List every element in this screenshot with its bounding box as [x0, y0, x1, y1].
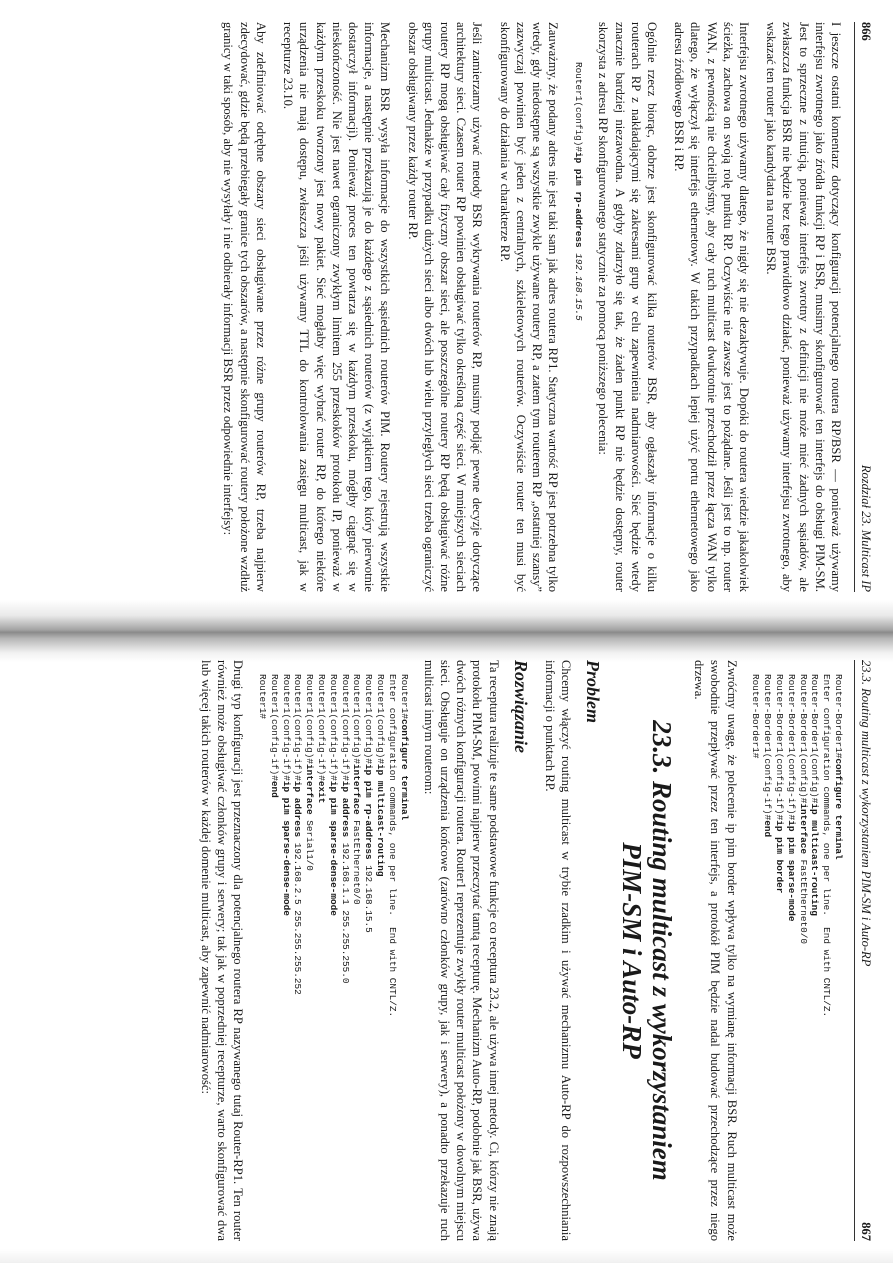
- paragraph: Mechanizm BSR wysyła informacje do wszystkich sąsiednich routerów PIM. Routery rejestrują wszystkie informacje, a następnie przekazują je do każdego z sąsiednich routerów (z wyjątkiem tego, który pierwotnie dostarczył informacji). Ponieważ proces ten powtarza się w każdym przeskoku, mógłby ciągnąć się w nieskończoność. Nie jest nawet ograniczony zwykłym limitem 255 przeskoków protokołu IP, ponieważ w każdym przeskoku tworzony jest nowy pakiet. Sieć mogłaby więc wybrać router RP, do którego niektóre urządzenia nie mają dostępu, zwłaszcza jeśli używamy TTL do kontrolowania zasięgu multicast, jak w recepturze 23.10.: [281, 22, 393, 592]
- code-prompt: Router1#: [398, 674, 410, 720]
- code-prompt: Router-Border1(config-if)#: [785, 674, 797, 821]
- code-prompt: Router1(config-if)#: [339, 674, 351, 781]
- paragraph: Zauważmy, że podany adres nie jest taki sam jak adres routera RP1. Statyczna wartość RP jest potrzebna tylko wtedy, gdy niedostępne są wszystkie zwykle używane routery RP, a zatem tym routerem RP „ostatniej szansy” zazwyczaj powinien być jeden z centralnych, szkieletowych routerów. Oczywiście router ten musi być skonfigurowany do działania w charakterze RP.: [497, 22, 561, 592]
- solution-heading: Rozwiązanie: [510, 660, 531, 754]
- code-prompt: Router-Border1(config-if)#: [774, 674, 786, 821]
- code-line: [268, 674, 280, 1241]
- code-prompt: Router1#: [257, 674, 269, 720]
- code-block-router1: [256, 674, 409, 1241]
- problem-heading: Problem: [583, 660, 604, 723]
- code-line: [374, 674, 386, 1241]
- code-prompt: Router-Border1(config)#: [809, 674, 821, 804]
- code-argument: 192.168.15.5: [573, 247, 585, 321]
- code-prompt: Router-Border1(config)#: [797, 674, 809, 804]
- code-line: [339, 674, 351, 1241]
- code-line: [315, 674, 327, 1241]
- code-line: [280, 674, 292, 1241]
- paragraph: I jeszcze ostatni komentarz dotyczący konfiguracji potencjalnego routera RP/BSR — ponieważ używamy interfejsu zwrotnego jako źródła funkcji RP i BSR, musimy skonfigurować ten interfejs do obsługi PIM-SM. Jest to sprzeczne z intuicją, ponieważ interfejs zwrotny z definicji nie może mieć żadnych sąsiadów, ale zwłaszcza funkcja BSR nie będzie bez tego prawidłowo działać, ponieważ używamy interfejsu zwrotnego, aby wskazać ten router jako kandydata na router BSR.: [764, 22, 843, 592]
- code-argument: Serial1/0: [304, 814, 316, 871]
- code-line: [820, 674, 832, 1241]
- code-prompt: Router1(config)#: [363, 674, 375, 765]
- code-prompt: Router1(config-if)#: [327, 674, 339, 781]
- code-prompt: Router1(config)#: [375, 674, 386, 765]
- left-chapter-title: Rozdział 23. Multicast IP: [859, 464, 873, 592]
- paragraph: Ogólnie rzecz biorąc, dobrze jest skonfigurować kilka routerów BSR, aby ogłaszały informacje o kilku routerach RP z nakładającymi się zakresami grup w celu zapewnienia nadmiarowości. Sieć będzie wtedy znacznie bardziej niezawodna. A gdyby zdarzyło się tak, że żaden punkt RP nie będzie dostępny, router skorzysta z adresu RP skonfigurowanego statycznie za pomocą poniższego polecenia:: [596, 22, 659, 592]
- right-section-title: 23.3. Routing multicast z wykorzystaniem PIM-SM i Auto-RP: [859, 660, 873, 967]
- code-prompt: Router1(config-if)#: [292, 674, 304, 781]
- code-command: ip pim rp-address: [573, 152, 585, 248]
- code-line: [761, 674, 773, 1241]
- code-command: ip pim sparse-dense-mode: [280, 780, 292, 916]
- code-command: exit: [316, 780, 328, 804]
- left-page-number: 866: [859, 22, 873, 41]
- code-line: [256, 674, 268, 1241]
- code-line: [785, 674, 797, 1241]
- code-prompt: Router1(config-if)#: [280, 674, 292, 781]
- code-command: end: [268, 780, 280, 798]
- code-prompt: Router-Border1(config-if)#: [762, 674, 774, 821]
- code-prompt: Enter configuration commands, one per line. End with CNTL/Z.: [386, 674, 398, 1018]
- code-command: ip multicast-routing: [375, 764, 386, 877]
- code-argument: 192.168.1.1 255.255.255.0: [339, 837, 351, 984]
- paragraph: Interfejsu zwrotnego używamy dlatego, że nigdy się nie dezaktywuje. Dopóki do routera wiedzie jakakolwiek ścieżka, zachowa on swoją rolę punktu RP. Oczywiście nie zawsze jest to pożądane. Jeśli jest to np. router WAN, z pewnością nie chcielibyśmy, aby cały ruch multicast dwukrotnie przechodził przez łącza WAN tylko dlatego, że wyłączył się interfejs ethernetowy. W takich przypadkach lepiej użyć portu ethernetowego jako adresu źródłowego BSR i RP.: [672, 22, 751, 592]
- code-prompt: Router-Border1#: [833, 674, 844, 759]
- solution-text: Ta receptura realizuje te same podstawowe funkcje co receptura 23.2, ale używa innej metody. Ci, którzy nie znają protokołu PIM-SM, powinni najpierw przeczytać tamtą recepturę. Mechanizm Auto-RP, podobnie jak BSR, używa dwóch różnych konfiguracji routera. Router1 reprezentuje zwykły router multicast położony w dowolnym miejscu sieci. Obsługuje on urządzenia końcowe (zarówno członków grupy, jak i serwery), a ponadto przekazuje ruch multicast innym routerom:: [421, 660, 501, 1241]
- code-line: [809, 674, 821, 1241]
- code-command: ip pim sparse-dense-mode: [327, 780, 339, 916]
- code-command: ip pim rp-address: [363, 764, 375, 860]
- code-command: configure terminal: [398, 719, 410, 821]
- code-command: ip address: [339, 780, 351, 838]
- code-command: end: [762, 820, 774, 838]
- code-argument: 192.168.15.5: [363, 859, 375, 933]
- code-line: [797, 674, 809, 1241]
- code-prompt: Router1(config)#: [351, 674, 363, 765]
- paragraph: Aby zdefiniować odrębne obszary sieci obsługiwane przez różne grupy routerów RP, trzeba najpierw zdecydować, gdzie będą przebiegały granice tych obszarów, a następnie skonfigurować routery położone wzdłuż granicy w taki sposób, aby nie wysyłały i nie odbierały informacji BSR przez odpowiednie interfejsy:: [221, 22, 268, 592]
- paragraph: Drugi typ konfiguracji jest przeznaczony dla potencjalnego routera RP nazywanego tutaj Router-RP1. Ten router również może obsługiwać członków grupy i serwery; tak jak w poprzedniej recepturze, warto skonfigurować dwa lub więcej takich routerów w każdej domenie multicast, aby zapewnić nadmiarowość:: [198, 660, 246, 1241]
- section-heading: [617, 660, 677, 1241]
- code-line: [573, 62, 584, 592]
- scan-edge-shadow: [0, 1249, 893, 1263]
- problem-text: Chcemy włączyć routing multicast w trybie rzadkim i używać mechanizmu Auto-RP do rozpowszechniania informacji o punktach RP.: [542, 660, 574, 1241]
- code-command: ip pim sparse-mode: [785, 820, 797, 922]
- section-heading-line1: 23.3. Routing multicast z wykorzystaniem: [647, 720, 678, 1181]
- code-line: [773, 674, 785, 1241]
- code-argument: FastEthernet0/0: [351, 814, 363, 905]
- code-prompt: Router-Border1#: [750, 674, 762, 759]
- code-line: [351, 674, 363, 1241]
- code-line: [303, 674, 315, 1241]
- code-line: [362, 674, 374, 1241]
- code-prompt: Router1(config-if)#: [268, 674, 280, 781]
- right-page: [0, 642, 893, 1263]
- left-page: [0, 0, 893, 618]
- code-line: [750, 674, 762, 1241]
- code-prompt: Enter configuration commands, one per line. End with CNTL/Z.: [821, 674, 833, 1018]
- code-line: [832, 674, 844, 1241]
- code-command: configure terminal: [833, 758, 844, 860]
- section-heading-line2: PIM-SM i Auto-RP: [617, 842, 648, 1059]
- code-command: ip address: [292, 780, 304, 838]
- code-argument: FastEthernet0/0: [797, 854, 809, 945]
- code-command: interface: [304, 764, 316, 815]
- code-command: ip pim border: [774, 820, 786, 894]
- paragraph: Zwróćmy uwagę, że polecenie ip pim border wpływa tylko na wymianę informacji BSR. Ruch multicast może swobodnie przepływać przez ten interfejs, a protokół PIM będzie nadal budować przechodzące przez niego drzewa.: [692, 660, 739, 1241]
- code-line: [386, 674, 398, 1241]
- code-line: [327, 674, 339, 1241]
- code-line: [398, 674, 410, 1241]
- code-prompt: Router1(config)#: [304, 674, 316, 765]
- code-line: [292, 674, 304, 1241]
- code-argument: 192.168.2.5 255.255.255.252: [292, 837, 304, 995]
- paragraph: Jeśli zamierzamy używać metody BSR wykrywania routerów RP, musimy podjąć pewne decyzje dotyczące architektury sieci. Czasem router RP powinien obsługiwać tylko określoną część sieci. W mniejszych sieciach routery RP mogą obsługiwać cały fizyczny obszar sieci, ale poszczególne routery RP będą obsługiwać różne grupy multicast. Jednakże w przypadku dużych sieci albo dwóch lub wielu przyległych sieci trzeba ograniczyć obszar obsługiwany przez każdy router RP.: [405, 22, 485, 592]
- left-running-head: [854, 22, 873, 592]
- code-prompt: Router1(config-if)#: [316, 674, 328, 781]
- code-block-border-router: [750, 674, 844, 1241]
- code-command: ip multicast-routing: [809, 803, 821, 916]
- code-command: interface: [797, 803, 809, 855]
- right-running-head: [854, 660, 873, 1241]
- code-prompt: Router1(config)#: [573, 62, 585, 153]
- right-page-number: 867: [859, 1222, 873, 1241]
- code-command: interface: [351, 764, 363, 815]
